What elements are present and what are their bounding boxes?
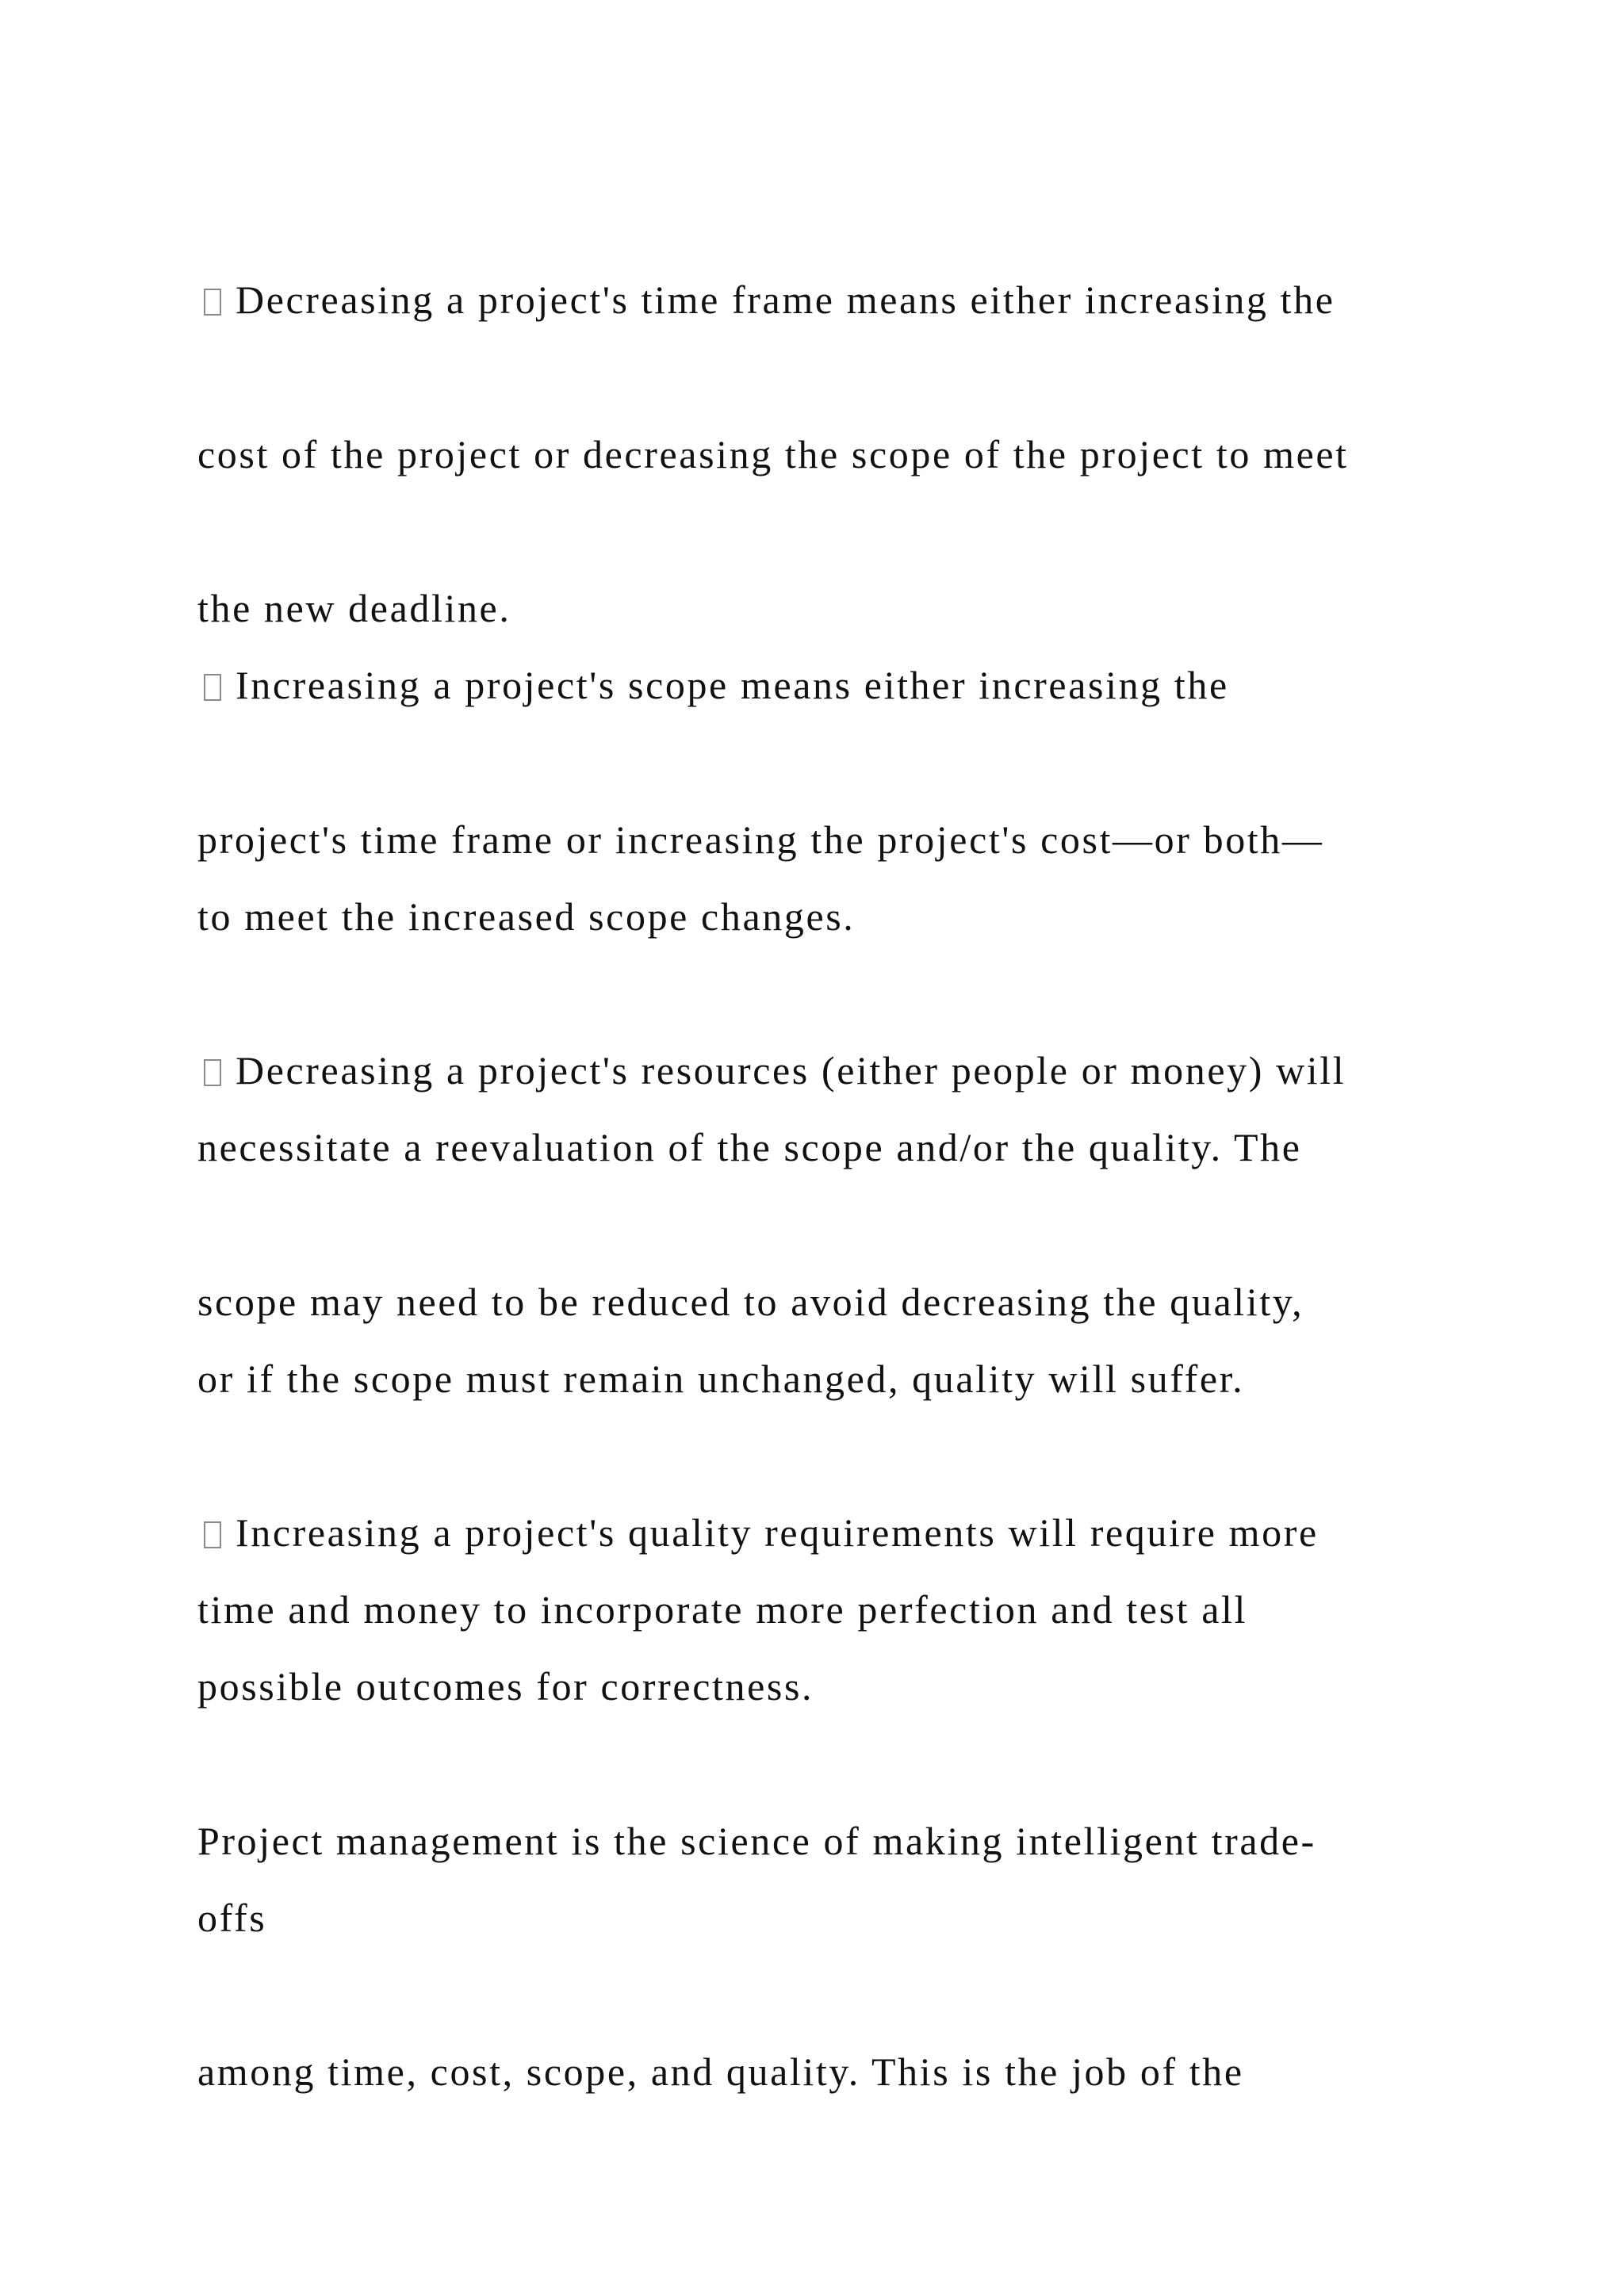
- paragraph-4-line-3: possible outcomes for correctness.: [197, 1664, 814, 1709]
- paragraph-2-line-2: project's time frame or increasing the project's cost—or both—: [197, 817, 1324, 862]
- paragraph-5-line-2: offs: [197, 1896, 267, 1940]
- missing-glyph-box-icon: [204, 674, 221, 701]
- paragraph-1-line-3: the new deadline.: [197, 586, 511, 630]
- paragraph-3-line-1: Decreasing a project's resources (either people or money) will: [197, 1047, 1346, 1094]
- missing-glyph-box-icon: [204, 289, 221, 316]
- paragraph-4-line-1: Increasing a project's quality requirements will require more: [197, 1509, 1319, 1556]
- paragraph-5-line-1: Project management is the science of making intelligent trade-: [197, 1819, 1316, 1863]
- paragraph-3-line-4: or if the scope must remain unchanged, quality will suffer.: [197, 1357, 1245, 1401]
- missing-glyph-box-icon: [204, 1521, 221, 1548]
- paragraph-4-line-2: time and money to incorporate more perfection and test all: [197, 1587, 1247, 1632]
- paragraph-3-line-2: necessitate a reevaluation of the scope and/or the quality. The: [197, 1125, 1302, 1169]
- paragraph-5-line-3: among time, cost, scope, and quality. This is the job of the: [197, 2049, 1244, 2094]
- missing-glyph-box-icon: [204, 1059, 221, 1086]
- paragraph-2-line-1: Increasing a project's scope means either increasing the: [197, 661, 1229, 709]
- paragraph-1-line-1: Decreasing a project's time frame means either increasing the: [197, 276, 1335, 323]
- paragraph-1-line-2: cost of the project or decreasing the scope of the project to meet: [197, 432, 1349, 476]
- paragraph-2-line-3: to meet the increased scope changes.: [197, 894, 856, 939]
- paragraph-3-line-3: scope may need to be reduced to avoid decreasing the quality,: [197, 1280, 1304, 1324]
